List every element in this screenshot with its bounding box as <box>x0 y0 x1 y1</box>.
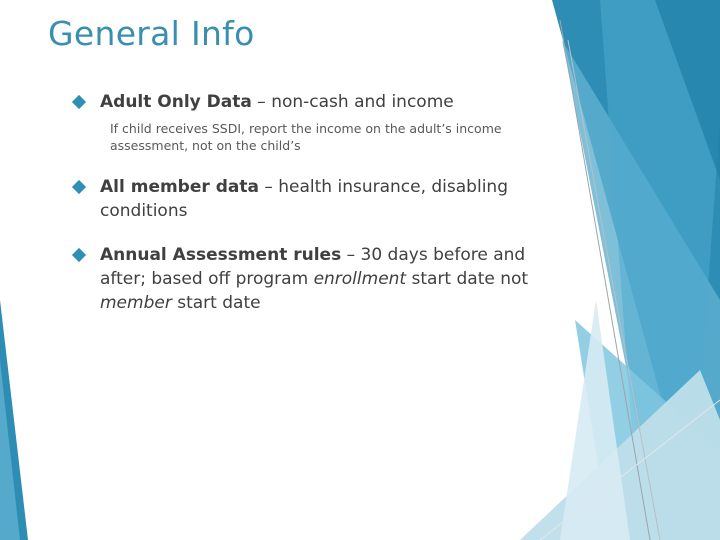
bullet-text: non-cash and income <box>271 92 454 112</box>
bullet-bold-label: All member data <box>100 177 259 197</box>
bullet-list <box>70 90 540 315</box>
bullet-text-part-a: 30 days before and after; based off program <box>100 245 526 289</box>
sub-bullet-ssdi: If child receives SSDI, report the income on the adult’s income assessment, not on the child’s <box>110 121 502 153</box>
bullet-separator: – <box>258 177 279 197</box>
diamond-icon <box>72 180 86 194</box>
bullet-emphasis-enrollment: enrollment <box>313 269 407 289</box>
bullet-item-annual-assessment-rules <box>70 243 540 315</box>
bullet-separator: – <box>251 92 272 112</box>
bullet-text: health insurance, disabling conditions <box>100 177 508 221</box>
bullet-bold-label: Annual Assessment rules <box>100 245 342 265</box>
bullet-text-part-b: start date not <box>406 269 529 289</box>
bullet-item-all-member-data <box>70 175 540 223</box>
diamond-icon <box>72 95 86 109</box>
bullet-text-part-c: start date <box>171 293 261 313</box>
bullet-item-adult-only-data <box>70 90 540 114</box>
bullet-separator: – <box>341 245 361 265</box>
slide-title: General Info <box>48 14 255 53</box>
bullet-emphasis-member: member <box>100 293 172 313</box>
bullet-bold-label: Adult Only Data <box>100 92 252 112</box>
diamond-icon <box>72 248 86 262</box>
